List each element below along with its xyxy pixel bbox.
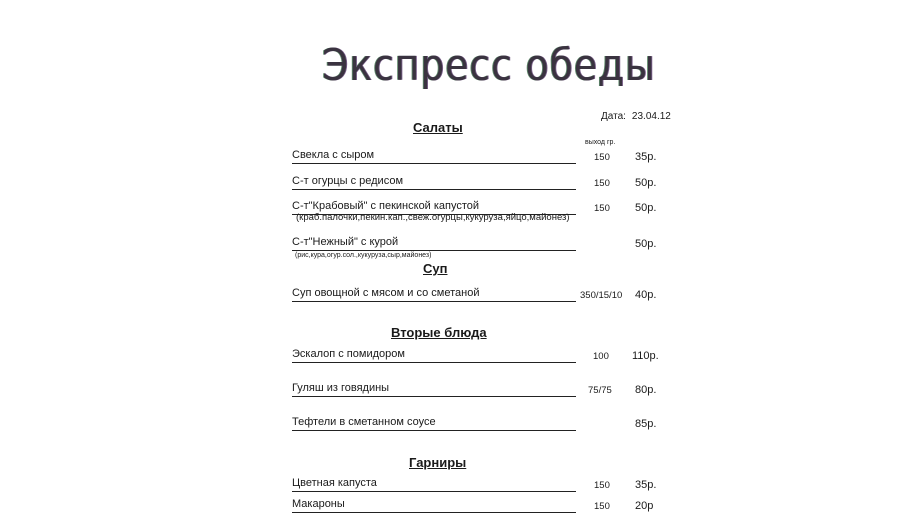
menu-item	[292, 175, 662, 189]
item-price: 85р.	[635, 418, 657, 430]
date-label: Дата:	[601, 111, 626, 122]
item-price: 35р.	[635, 479, 657, 491]
item-weight: 150	[594, 480, 610, 491]
item-weight: 150	[594, 501, 610, 512]
item-weight: 150	[594, 178, 610, 189]
item-description: (краб.палочки,пекин.кап.,свеж.огурцы,кукуруза,яйцо,майонез)	[296, 212, 570, 223]
yield-note: выход гр.	[585, 139, 616, 146]
menu-title: Экспресс обеды	[322, 40, 656, 91]
item-weight: 75/75	[588, 385, 612, 396]
item-description: (рис,кура,огур.сол.,кукуруза,сыр,майонез)	[295, 252, 432, 259]
menu-item	[292, 149, 662, 163]
section-sides: Гарниры	[409, 455, 467, 470]
menu-item	[292, 382, 662, 396]
section-salads: Салаты	[413, 120, 463, 135]
item-price: 35р.	[635, 151, 657, 163]
item-price: 50р.	[635, 238, 657, 250]
menu-item	[292, 477, 662, 491]
menu-item	[292, 287, 662, 301]
item-name: Цветная капуста	[292, 477, 576, 492]
item-name: Макароны	[292, 498, 576, 513]
date-value: 23.04.12	[631, 111, 671, 122]
menu-item	[292, 498, 662, 512]
item-weight: 100	[593, 351, 609, 362]
section-soup: Суп	[423, 261, 448, 276]
section-mains: Вторые блюда	[391, 325, 487, 340]
item-name: Суп овощной с мясом и со сметаной	[292, 287, 576, 302]
menu-item	[292, 416, 662, 430]
item-weight: 350/15/10	[580, 290, 623, 301]
item-name: Свекла с сыром	[292, 149, 576, 164]
item-name: Гуляш из говядины	[292, 382, 576, 397]
item-price: 20р	[635, 500, 654, 512]
item-price: 40р.	[635, 289, 657, 301]
item-name: Тефтели в сметанном соусе	[292, 416, 576, 431]
menu-date	[601, 111, 671, 122]
item-weight: 150	[594, 203, 610, 214]
menu-item	[292, 348, 662, 362]
item-name: Эскалоп с помидором	[292, 348, 576, 363]
item-name: С-т"Нежный" с курой	[292, 236, 576, 251]
item-price: 50р.	[635, 202, 657, 214]
item-weight: 150	[594, 152, 610, 163]
menu-item	[292, 236, 662, 250]
item-name: С-т огурцы с редисом	[292, 175, 576, 190]
item-price: 50р.	[635, 177, 657, 189]
item-price: 110р.	[632, 350, 659, 362]
item-name: С-т"Крабовый" с пекинской капустой	[292, 200, 576, 215]
item-price: 80р.	[635, 384, 657, 396]
